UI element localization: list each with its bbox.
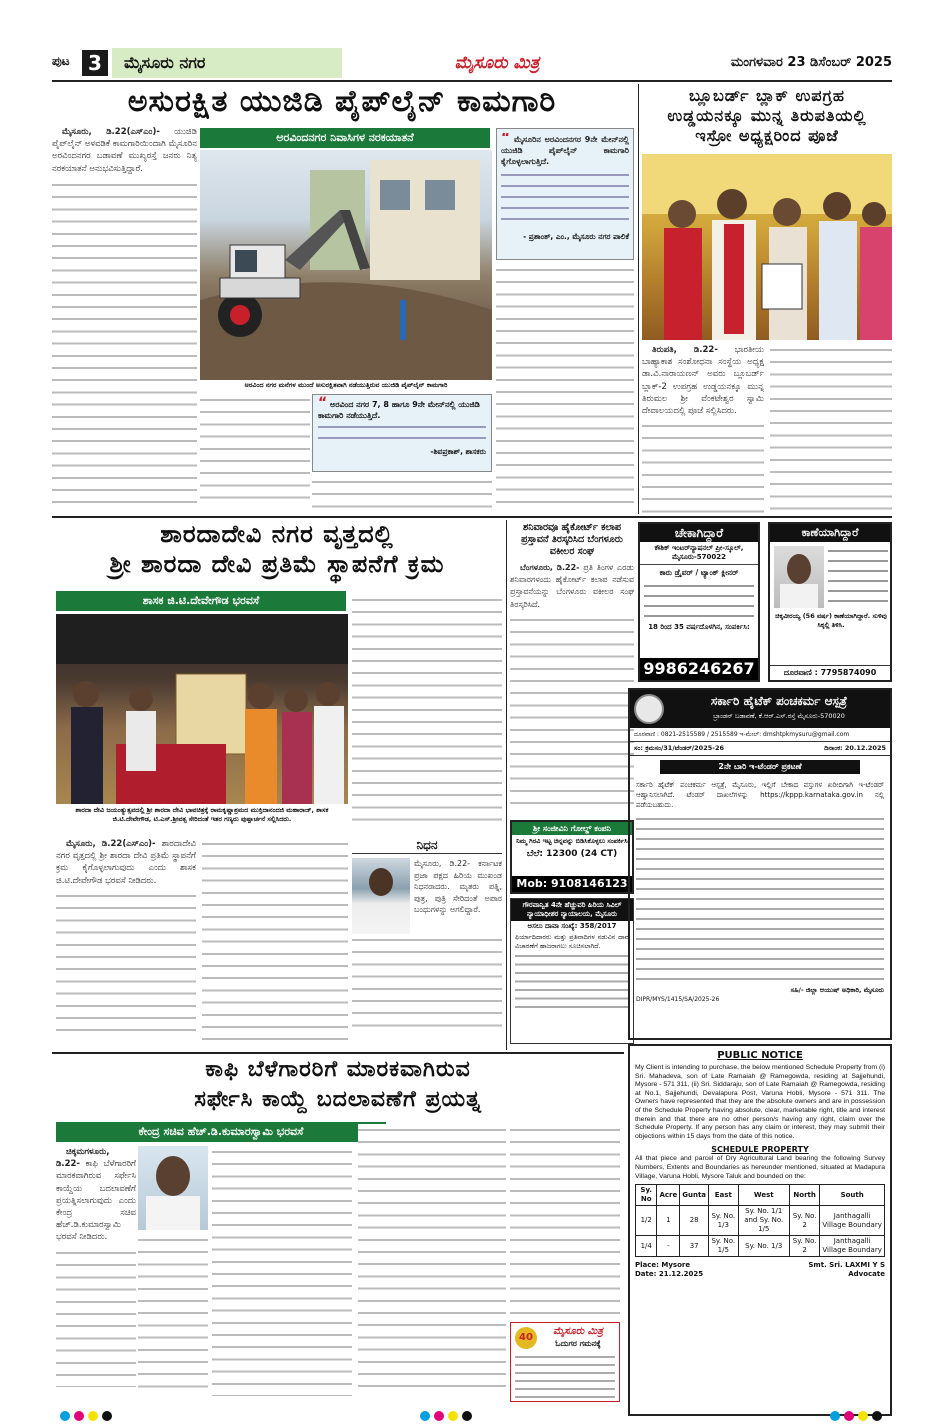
- public-notice-place: Place: Mysore: [635, 1261, 691, 1270]
- hospital-ad: [628, 688, 892, 1040]
- story2-body: ಭಾರತೀಯ ಬಾಹ್ಯಾಕಾಶ ಸಂಶೋಧನಾ ಸಂಸ್ಥೆಯ ಅಧ್ಯಕ್ಷ ಡಾ.ವಿ.ನಾರಾಯಣನ್ ಅವರು ಬ್ಲೂಬರ್ಡ್ ಬ್ಲಾಕ್-2 ಉಪಗ್ರಹ ಉಡ್ಡಯನಕ್ಕೂ ಮುನ್ನ ತಿರುಮಲ ಶ್ರೀ ವೆಂಕಟೇಶ್ವರ ಸ್ವಾಮಿ ದೇವಾಲಯದಲ್ಲಿ ಪೂಜೆ ಸಲ್ಲಿಸಿದರು.: [642, 345, 764, 417]
- ad-missing-title: ಕಾಣೆಯಾಗಿದ್ದಾರೆ: [770, 524, 890, 542]
- public-notice-advocate: Smt. Sri. LAXMI Y S: [808, 1261, 885, 1270]
- schedule-table-cell: 1: [657, 1206, 680, 1236]
- sharada-ceremony-illustration: [56, 614, 348, 804]
- obituary-title: ನಿಧನ: [352, 838, 502, 854]
- schedule-table-header: [636, 1185, 885, 1206]
- quote-mark-icon: “: [318, 395, 328, 411]
- schedule-table-header-cell: East: [709, 1185, 738, 1206]
- story3-column-b: [202, 838, 348, 1048]
- paper-name: ಮೈಸೂರು ಮಿತ್ರ: [454, 53, 540, 73]
- row2-rule: [52, 1052, 624, 1054]
- public-notice-date: Date: 21.12.2025: [635, 1270, 704, 1279]
- schedule-table-row: [636, 1236, 885, 1257]
- story1-body: ಯುಜಿಡಿ ಪೈಪ್‌ಲೈನ್ ಅಳವಡಿಕೆ ಕಾಮಗಾರಿಯಿಂದಾಗಿ ಮೈಸೂರಿನ ಅರವಿಂದನಗರ ಬಡಾವಣೆ ಮುಖ್ಯರಸ್ತೆ ಜನರು ನಿತ್ಯ ನರಕಯಾತನೆ ಅನುಭವಿಸುತ್ತಿದ್ದಾರೆ.: [52, 127, 197, 174]
- schedule-table-cell: Sy. No. 1/5: [709, 1236, 738, 1257]
- registration-marks-left: [60, 1406, 116, 1424]
- circulation-subtitle: ಓದುಗರ ಗಮನಕ್ಕೆ: [555, 1339, 601, 1348]
- story1-quote-left-author: -ಶಿವಪ್ರಕಾಶ್, ಶಾಸಕರು: [430, 447, 486, 456]
- story1-column-mid-b: [312, 476, 492, 510]
- court-notice-body: ಫಿರ್ಯಾದಿದಾರರು ಮತ್ತು ಪ್ರತಿವಾದಿಗಳ ನಡುವಿನ ದಾವೆ ವಿಚಾರಣೆಗೆ ಹಾಜರಾಗಲು ಸೂಚಿಸಲಾಗಿದೆ.: [515, 933, 629, 950]
- circulation-title: ಮೈಸೂರು ಮಿತ್ರ: [553, 1326, 603, 1337]
- ad-wanted-line2: ಕಾರು ಡ್ರೈವರ್ / ಟ್ಯಾಂಕ್ ಕ್ಲೀನರ್: [659, 568, 739, 577]
- schedule-table-cell: Janthagalli Village Boundary: [820, 1236, 885, 1257]
- story2-column-b: [770, 344, 892, 514]
- schedule-table-cell: -: [657, 1236, 680, 1257]
- story1-quote-left: [312, 394, 492, 472]
- hospital-notice-title: 2ನೇ ಬಾರಿ ಇ-ಟೆಂಡರ್ ಪ್ರಕಟಣೆ: [660, 760, 860, 774]
- ad-missing: [768, 522, 892, 682]
- ad-wanted-phone: 9986246267: [640, 658, 758, 680]
- issue-date: ಮಂಗಳವಾರ 23 ಡಿಸೆಂಬರ್ 2025: [730, 55, 892, 70]
- story1-body-filler: [52, 179, 197, 509]
- story1-quote-right: [496, 128, 634, 260]
- schedule-table-cell: 1/2: [636, 1206, 657, 1236]
- court-notice: [510, 898, 634, 1044]
- ad-gold-mobile: Mob: 9108146123: [512, 876, 632, 892]
- hospital-address: ಬ್ರಾಂಡನ್ ಬಡಾವಣೆ, ಕೆ.ಆರ್.ಎಸ್.ರಸ್ತೆ ಮೈಸೂರು-570020: [713, 712, 845, 720]
- registration-marks-right: [830, 1406, 886, 1424]
- schedule-table-cell: Sy. No. 1/3: [738, 1236, 789, 1257]
- story1-quote-right-text: ಮೈಸೂರಿನ ಅರವಿಂದನಗರ 9ನೇ ಮೇನ್‌ನಲ್ಲಿ ಯುಜಿಡಿ ಪೈಪ್‌ಲೈನ್ ಕಾಮಗಾರಿ ಕೈಗೊಳ್ಳಲಾಗುತ್ತಿದೆ.: [501, 135, 629, 166]
- hospital-date: ದಿನಾಂಕ: 20.12.2025: [824, 744, 886, 752]
- schedule-table-cell: Sy. No. 2: [789, 1236, 819, 1257]
- schedule-table-cell: 28: [680, 1206, 709, 1236]
- circulation-box: [510, 1322, 620, 1402]
- isro-group-illustration: [642, 154, 892, 340]
- court-notice-title: ಗೌರವಾನ್ವಿತ 4ನೇ ಹೆಚ್ಚುವರಿ ಹಿರಿಯ ಸಿವಿಲ್ ನ್ಯಾಯಾಧೀಶರ ನ್ಯಾಯಾಲಯ, ಮೈಸೂರು: [511, 899, 633, 921]
- schedule-table-row: [636, 1206, 885, 1236]
- story1-photo: [200, 150, 492, 380]
- excavator-illustration: [200, 150, 492, 380]
- schedule-table-header-cell: Acre: [657, 1185, 680, 1206]
- story4-column-a: [56, 1146, 136, 1400]
- brief1-dateline: ಬೆಂಗಳೂರು, ಡಿ.22-: [520, 563, 580, 572]
- hospital-emblem-icon: [634, 694, 664, 724]
- registration-marks-mid: [420, 1406, 476, 1424]
- schedule-table-header-cell: South: [820, 1185, 885, 1206]
- schedule-table: [635, 1184, 885, 1257]
- ad-missing-text: ಚಿಕ್ಕವೀರಯ್ಯ (56 ವರ್ಷ) ಕಾಣೆಯಾಗಿದ್ದಾರೆ. ಸುಳಿವು ಸಿಕ್ಕಲ್ಲಿ ತಿಳಿಸಿ.: [775, 612, 887, 629]
- hospital-title: ಸರ್ಕಾರಿ ಹೈಟೆಕ್ ಪಂಚಕರ್ಮ ಆಸ್ಪತ್ರೆ: [710, 694, 848, 708]
- court-notice-case: ಅಸಲು ದಾವಾ ಸಂಖ್ಯೆ: 358/2017: [527, 922, 617, 930]
- schedule-table-header-cell: North: [789, 1185, 819, 1206]
- story3-headline-1: ಶಾರದಾದೇವಿ ನಗರ ವೃತ್ತದಲ್ಲಿ: [160, 520, 394, 548]
- hospital-ref: ಸಂ: ಕ್ರಮಸಂ/31/ಟೆಂಡರ್/2025-26: [634, 744, 724, 752]
- story4-body: ಕಾಫಿ ಬೆಳೆಗಾರರಿಗೆ ಮಾರಕವಾಗಿರುವ ಸರ್ಫೇಸಿ ಕಾಯ್ದೆಯ ಬದಲಾವಣೆಗೆ ಪ್ರಯತ್ನಿಸಲಾಗುವುದು ಎಂದು ಕೇಂದ್ರ ಸಚಿವ ಹೆಚ್.ಡಿ.ಕುಮಾರಸ್ವಾಮಿ ಭರವಸೆ ನೀಡಿದರು.: [56, 1159, 136, 1243]
- hospital-body: ಸರ್ಕಾರಿ ಹೈಟೆಕ್ ಪಂಚಕರ್ಮ ಆಸ್ಪತ್ರೆ, ಮೈಸೂರು, ಇಲ್ಲಿಗೆ ಬೇಕಾದ ವಸ್ತುಗಳ ಖರೀದಿಗಾಗಿ ಇ-ಟೆಂಡರ್ ಆಹ್ವಾನಿಸಲಾಗಿದೆ. ಟೆಂಡರ್ ದಾಖಲೆಗಳನ್ನು https://kppp.karnataka.gov.in ನಲ್ಲಿ ಪಡೆಯಬಹುದು.: [636, 781, 884, 809]
- ad-wanted-title: ಚೇಕಾಗಿದ್ದಾರೆ: [640, 524, 758, 542]
- schedule-table-cell: Sy. No. 2: [789, 1206, 819, 1236]
- schedule-table-header-cell: Gunta: [680, 1185, 709, 1206]
- story3-body: ಶಾರದಾದೇವಿ ನಗರ ವೃತ್ತದಲ್ಲಿ ಶ್ರೀ ಶಾರದಾ ದೇವಿ ಪ್ರತಿಮೆ ಸ್ಥಾಪನೆಗೆ ಕ್ರಮ ಕೈಗೊಳ್ಳಲಾಗುವುದು ಎಂದು ಶಾಸಕ ಜಿ.ಟಿ.ದೇವೇಗೌಡ ಭರವಸೆ ನೀಡಿದರು.: [56, 839, 196, 886]
- ad-gold-text: ನಿಮ್ಮ ಗಿರವಿ ಇಟ್ಟ ಚಿನ್ನವನ್ನು ಬಿಡಿಸಿಕೊಳ್ಳಲು ಸಂಪರ್ಕಿಸಿ: [516, 837, 628, 845]
- story3-dateline: ಮೈಸೂರು, ಡಿ.22(ಎಸ್‌ಎಂ)-: [66, 839, 156, 849]
- schedule-table-cell: 37: [680, 1236, 709, 1257]
- story4-column-c: [212, 1146, 352, 1400]
- public-notice-advocate-title: Advocate: [848, 1270, 885, 1279]
- story1-quote-right-filler: [501, 169, 629, 229]
- ad-gold-title: ಶ್ರೀ ಸಂಜೀವಿನಿ ಗೋಲ್ಡ್ ಕಂಪನಿ: [512, 822, 632, 835]
- public-notice-body: My Client is intending to purchase, the below mentioned Schedule Property from (i) Sri. Mahadeva, son of Late Ramaiah @ Ramegowda, residing at Sajjehundi, Mysore - 571 311, (ii) Sri. Siddaraju, son of Late Ramaiah @ Ramegowda, residing at No.1, Sajjehundi, Devalapura Post, Varuna Hobli, Mysore - 571 311. The Owners have represented that they are the absolute owners and are in possession of the Schedule Property having absolute, clear, marketable right, title and interest therein and that there are no other person/s having any right, claim over the Schedule Property. If any person has any claim or interest, they may submit their objections within 15 days from the date of this notice.: [635, 1064, 885, 1140]
- public-notice-schedule-text: All that piece and parcel of Dry Agricultural Land bearing the following Survey Numbers, Extents and Boundaries as hereunder mentioned, situated at Madapura Village, Varuna Hobli, Mysore Taluk and bounded on the:: [635, 1155, 885, 1180]
- story3-subhead: ಶಾಸಕ ಜಿ.ಟಿ.ದೇವೇಗೌಡ ಭರವಸೆ: [56, 591, 346, 611]
- page-label: ಪುಟ: [52, 54, 70, 68]
- col-divider-mid: [506, 520, 507, 1050]
- schedule-table-header-cell: West: [738, 1185, 789, 1206]
- story2-divider: [638, 84, 639, 514]
- page-number: 3: [82, 50, 108, 76]
- circulation-badge: 40: [515, 1327, 537, 1349]
- hospital-code: DIPR/MYS/1415/SA/2025-26: [636, 996, 720, 1003]
- story4-column-b: [138, 1234, 208, 1400]
- story3-headline-2: ಶ್ರೀ ಶಾರದಾ ದೇವಿ ಪ್ರತಿಮೆ ಸ್ಥಾಪನೆಗೆ ಕ್ರಮ: [109, 550, 445, 578]
- story2-headline-3: ಇಸ್ರೋ ಅಧ್ಯಕ್ಷರಿಂದ ಪೂಜೆ: [695, 126, 839, 145]
- story1-photo-caption: ಅರವಿಂದ ನಗರ ಮನೆಗಳ ಮುಂದೆ ಅಸುರಕ್ಷಿತವಾಗಿ ನಡೆಯುತ್ತಿರುವ ಯುಜಿಡಿ ಪೈಪ್‌ಲೈನ್ ಕಾಮಗಾರಿ: [244, 381, 448, 389]
- story3-photo-caption: ಶಾರದಾ ದೇವಿ ಜಯಂತ್ಯುತ್ಸವದಲ್ಲಿ ಶ್ರೀ ಶಾರದಾ ದೇವಿ ಭಾವಚಿತ್ರಕ್ಕೆ ರಾಮಕೃಷ್ಣಾಶ್ರಮದ ಮುಕ್ತಿದಾನಂದಜಿ ಮಹಾರಾಜ್, ಶಾಸಕ ಜಿ.ಟಿ.ದೇವೇಗೌಡ, ಟಿ.ಎಸ್.ಶ್ರೀವತ್ಸ ಸೇರಿದಂತೆ ಇತರ ಗಣ್ಯರು ಪುಷ್ಪಾರ್ಚನೆ ಸಲ್ಲಿಸಿದರು.: [75, 806, 329, 823]
- ad-wanted: [638, 522, 760, 682]
- story4-subhead: ಕೇಂದ್ರ ಸಚಿವ ಹೆಚ್.ಡಿ.ಕುಮಾರಸ್ವಾಮಿ ಭರವಸೆ: [56, 1122, 386, 1142]
- story4-headline-2: ಸರ್ಫೇಸಿ ಕಾಯ್ದೆ ಬದಲಾವಣೆಗೆ ಪ್ರಯತ್ನ: [194, 1087, 482, 1112]
- ad-wanted-line1: ಕೌಶಿಕ್ ಇಂಟರ್‌ನ್ಯಾಷನಲ್ ಪ್ರೀ-ಸ್ಕೂಲ್, ಮೈಸೂರು-570022: [640, 542, 758, 565]
- ad-missing-phone: ದೂರವಾಣಿ : 7795874090: [770, 665, 890, 680]
- story4-column-d: [358, 1124, 506, 1400]
- story4-column-e: [510, 1124, 620, 1320]
- public-notice-schedule-title: SCHEDULE PROPERTY: [711, 1145, 809, 1155]
- story2-dateline: ತಿರುಪತಿ, ಡಿ.22-: [652, 345, 718, 355]
- brief1-headline: ಶನಿವಾರವೂ ಹೈಕೋರ್ಟ್ ಕಲಾಪ ಪ್ರಸ್ತಾವನೆ ತಿರಸ್ಕರಿಸಿದ ಬೆಂಗಳೂರು ವಕೀಲರ ಸಂಘ: [521, 522, 623, 557]
- schedule-table-cell: Sy. No. 1/3: [709, 1206, 738, 1236]
- story2-photo: [642, 154, 892, 340]
- schedule-table-cell: Janthagalli Village Boundary: [820, 1206, 885, 1236]
- story1-column-left: [52, 126, 197, 510]
- row1-rule: [52, 516, 892, 518]
- story2-headline-2: ಉಡ್ಡಯನಕ್ಕೂ ಮುನ್ನ ತಿರುಪತಿಯಲ್ಲಿ: [667, 106, 867, 125]
- public-notice-title: PUBLIC NOTICE: [717, 1050, 803, 1061]
- story1-quote-right-author: - ಪ್ರಶಾಂತ್, ಎಂ., ಮೈಸೂರು ನಗರ ಪಾಲಿಕೆ: [523, 232, 629, 241]
- public-notice: [628, 1044, 892, 1416]
- story1-headline: ಅಸುರಕ್ಷಿತ ಯುಜಿಡಿ ಪೈಪ್‌ಲೈನ್ ಕಾಮಗಾರಿ: [127, 84, 557, 119]
- schedule-table-header-cell: Sy. No: [636, 1185, 657, 1206]
- story1-quote-left-text: ಅರವಿಂದ ನಗರ 7, 8 ಹಾಗೂ 9ನೇ ಮೇನ್‌ನಲ್ಲಿ ಯುಜಿಡಿ ಕಾಮಗಾರಿ ನಡೆಯುತ್ತಿದೆ.: [318, 400, 480, 420]
- schedule-table-cell: 1/4: [636, 1236, 657, 1257]
- story1-column-right: [496, 264, 634, 510]
- story3-column-a: [56, 838, 196, 1048]
- obituary-photo: [352, 858, 410, 934]
- story4-headline-1: ಕಾಫಿ ಬೆಳೆಗಾರರಿಗೆ ಮಾರಕವಾಗಿರುವ: [205, 1057, 471, 1082]
- quote-mark-icon: “: [501, 133, 511, 146]
- story1-subhead: ಅರವಿಂದನಗರ ನಿವಾಸಿಗಳ ನರಕಯಾತನೆ: [200, 128, 490, 148]
- story4-dateline: ಚಿಕ್ಕಮಗಳೂರು, ಡಿ.22-: [56, 1147, 110, 1170]
- story1-column-mid-a: [200, 394, 310, 510]
- ad-gold-price: ಬೆಲೆ: 12300 (24 CT): [526, 848, 618, 859]
- story4-photo: [138, 1146, 208, 1230]
- hospital-phone: ದೂರವಾಣಿ : 0821-2515589 / 2515589 ಇ-ಮೇಲ್: dmshtpkmysuru@gmail.com: [630, 728, 890, 742]
- ad-wanted-line3: 18 ರಿಂದ 35 ವರ್ಷದೊಳಗಿನ, ಸಂಪರ್ಕಿಸಿ:: [648, 623, 750, 631]
- story2-headline-1: ಬ್ಲೂಬರ್ಡ್ ಬ್ಲಾಕ್ ಉಪಗ್ರಹ: [689, 86, 845, 105]
- story3-photo: [56, 614, 348, 804]
- section-title: ಮೈಸೂರು ನಗರ: [112, 48, 342, 78]
- schedule-table-cell: Sy. No. 1/1 and Sy. No. 1/5: [738, 1206, 789, 1236]
- story2-column-a: [642, 344, 764, 514]
- ad-gold: [510, 820, 634, 894]
- obituary-body: ಮೈಸೂರು, ಡಿ.22- ಕರ್ನಾಟಕ ಪ್ರಜಾ ಪಕ್ಷದ ಹಿರಿಯ ಮುಖಂಡ ನಿಧನರಾದರು. ಮೃತರು ಪತ್ನಿ, ಪುತ್ರ, ಪುತ್ರಿ ಸೇರಿದಂತೆ ಅಪಾರ ಬಂಧುಗಳನ್ನು ಅಗಲಿದ್ದಾರೆ.: [414, 859, 502, 914]
- ad-missing-photo: [774, 546, 824, 608]
- hospital-signature: ಸಹಿ/- ಜಿಲ್ಲಾ ಆಯುಷ್ ಅಧಿಕಾರಿ, ಮೈಸೂರು: [790, 986, 884, 994]
- story1-dateline: ಮೈಸೂರು, ಡಿ.22(ಎಸ್‌ಎಂ)-: [62, 127, 160, 137]
- obituary: [352, 838, 502, 1048]
- story3-column-right: [352, 594, 502, 834]
- masthead-rule: [52, 80, 892, 82]
- brief1-body: ಪ್ರತಿ ತಿಂಗಳ ಎರಡು ಶನಿವಾರಗಳಂದು ಹೈಕೋರ್ಟ್ ಕಲಾಪ ನಡೆಸುವ ಪ್ರಸ್ತಾವನೆಯನ್ನು ಬೆಂಗಳೂರು ವಕೀಲರ ಸಂಘ ತಿರಸ್ಕರಿಸಿದೆ.: [510, 563, 634, 609]
- masthead: [52, 48, 892, 78]
- brief1: [510, 522, 634, 822]
